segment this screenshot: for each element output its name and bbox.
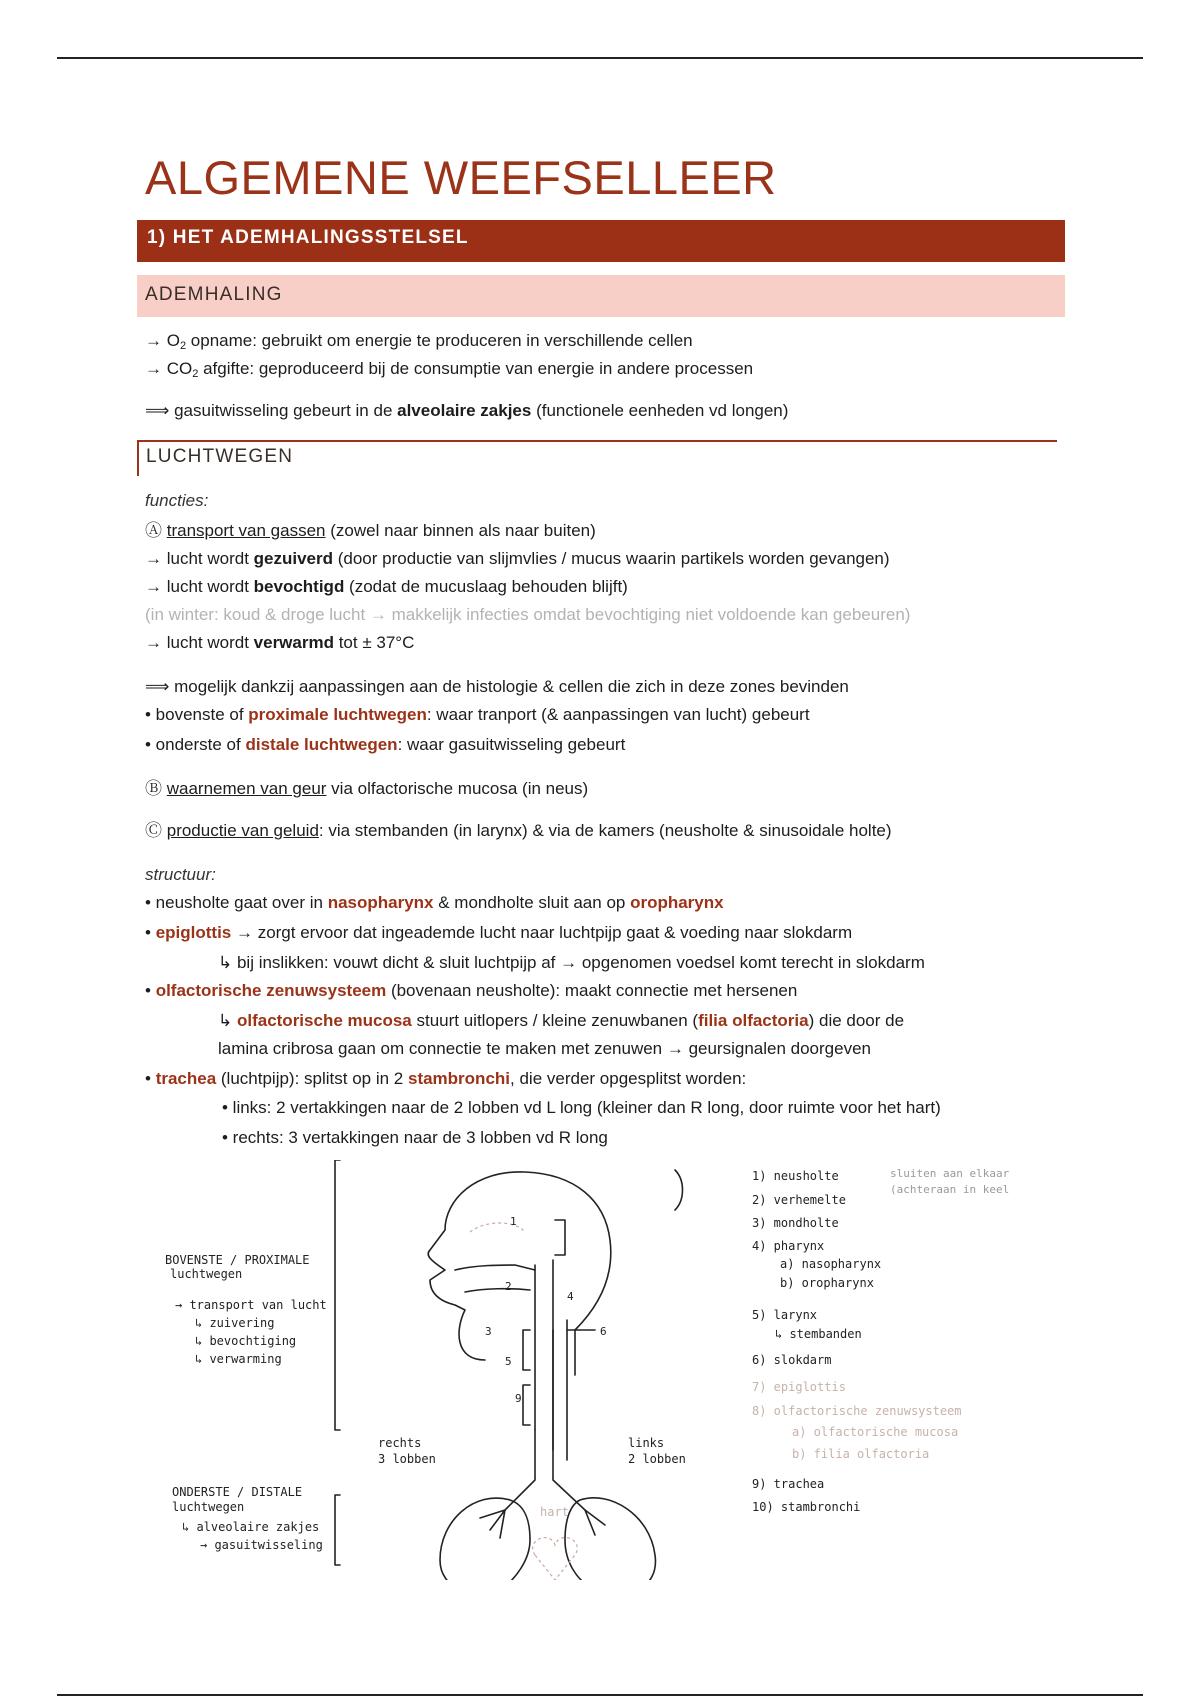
sketch-upper-item-4: ↳ verwarming [195, 1352, 282, 1366]
function-a: Ⓐ transport van gassen (zowel naar binnen als naar buiten) [145, 521, 596, 540]
verwarmd-line: → lucht wordt verwarmd tot ± 37°C [145, 633, 415, 652]
structure-olfactory: • olfactorische zenuwsysteem (bovenaan neusholte): maakt connectie met hersenen [145, 981, 798, 1000]
legend-5a: ↳ stembanden [775, 1327, 862, 1341]
structure-trachea: • trachea (luchtpijp): splitst op in 2 stambronchi, die verder opgesplitst worden: [145, 1069, 747, 1088]
sketch-upper-item-2: ↳ zuivering [195, 1316, 275, 1330]
gas-exchange-line: ⟹ gasuitwisseling gebeurt in de alveolaire zakjes (functionele eenheden vd longen) [145, 401, 789, 420]
structure-nasopharynx: • neusholte gaat over in nasopharynx & mondholte sluit aan op oropharynx [145, 893, 724, 912]
legend-3: 3) mondholte [752, 1216, 839, 1230]
trachea-rechts: • rechts: 3 vertakkingen naar de 3 lobben vd R long [222, 1128, 608, 1147]
legend-7: 7) epiglottis [752, 1380, 846, 1394]
head-outline [428, 1172, 611, 1375]
mogelijk-line: ⟹ mogelijk dankzij aanpassingen aan de histologie & cellen die zich in deze zones bevinden [145, 677, 849, 696]
subsection-heading-ademhaling: ADEMHALING [137, 275, 1065, 317]
legend-2: 2) verhemelte [752, 1193, 846, 1207]
svg-text:5: 5 [505, 1355, 512, 1368]
sketch-lower-item-2: → gasuitwisseling [200, 1538, 323, 1552]
sketch-upper-title-1: BOVENSTE / PROXIMALE [165, 1253, 310, 1267]
right-bronchus [585, 1510, 605, 1535]
bracket-lower [335, 1495, 340, 1565]
bevochtigd-line: → lucht wordt bevochtigd (zodat de mucuslaag behouden blijft) [145, 577, 628, 596]
winter-note: (in winter: koud & droge lucht → makkelijk infecties omdat bevochtiging niet voldoende kan gebeuren) [145, 605, 911, 624]
section-heading: 1) HET ADEMHALINGSSTELSEL [137, 220, 1065, 262]
bottom-rule [57, 1694, 1143, 1696]
legend-note-2: (achteraan in keel [890, 1183, 1010, 1196]
palate [465, 1289, 530, 1292]
o2-line: → $O_2$ opname: gebruikt om energie te produceren in verschillende cellen [145, 331, 693, 352]
legend-9: 9) trachea [752, 1477, 825, 1491]
svg-text:9: 9 [515, 1392, 522, 1405]
left-bronchus [480, 1510, 505, 1538]
legend-6: 6) slokdarm [752, 1353, 832, 1367]
structuur-label: structuur: [145, 865, 216, 884]
heart-outline [533, 1538, 578, 1580]
sketch-lower-title-2: luchtwegen [172, 1500, 245, 1514]
legend-8: 8) olfactorische zenuwsysteem [752, 1404, 962, 1418]
legend-4a: a) nasopharynx [780, 1257, 882, 1271]
legend-8b: b) filia olfactoria [792, 1447, 930, 1461]
bracket-upper [335, 1160, 340, 1430]
olfactory-region [470, 1223, 525, 1232]
legend-8a: a) olfactorische mucosa [792, 1425, 959, 1439]
function-b: Ⓑ waarnemen van geur via olfactorische mucosa (in neus) [145, 779, 589, 798]
legend-1: 1) neusholte [752, 1169, 839, 1183]
legend-brace [675, 1170, 683, 1210]
svg-text:1: 1 [510, 1215, 517, 1228]
svg-text:2: 2 [505, 1280, 512, 1293]
sketch-lower-item-1: ↳ alveolaire zakjes [182, 1520, 320, 1534]
sketch-heart-label: hart [540, 1505, 569, 1519]
olfactory-sub-2: lamina cribrosa gaan om connectie te maken met zenuwen → geursignalen doorgeven [218, 1039, 871, 1058]
gezuiverd-line: → lucht wordt gezuiverd (door productie van slijmvlies / mucus waarin partikels worden gevangen) [145, 549, 890, 568]
distal-airways: • onderste of distale luchtwegen: waar gasuitwisseling gebeurt [145, 735, 626, 754]
legend-4b: b) oropharynx [780, 1276, 874, 1290]
respiratory-sketch [155, 1160, 1055, 1580]
sketch-rechts-1: rechts [378, 1436, 422, 1450]
functies-label: functies: [145, 491, 209, 510]
sketch-lower-title-1: ONDERSTE / DISTALE [172, 1485, 303, 1499]
trachea [505, 1430, 585, 1510]
legend-4: 4) pharynx [752, 1239, 825, 1253]
olfactory-sub: ↳ olfactorische mucosa stuurt uitlopers / kleine zenuwbanen (filia olfactoria) die door de [218, 1011, 905, 1030]
sketch-upper-title-2: luchtwegen [170, 1267, 243, 1281]
structure-epiglottis: • epiglottis → zorgt ervoor dat ingeademde lucht naar luchtpijp gaat & voeding naar slokdarm [145, 923, 853, 942]
svg-text:6: 6 [600, 1325, 607, 1338]
sketch-rechts-2: 3 lobben [378, 1452, 436, 1466]
top-rule [57, 57, 1143, 59]
legend-note-1: sluiten aan elkaar [890, 1167, 1010, 1180]
svg-text:3: 3 [485, 1325, 492, 1338]
sketch-links-2: 2 lobben [628, 1452, 686, 1466]
legend-10: 10) stambronchi [752, 1500, 861, 1514]
right-lung [440, 1498, 530, 1580]
nasal-cavity [455, 1265, 535, 1270]
trachea-links: • links: 2 vertakkingen naar de 2 lobben vd L long (kleiner dan R long, door ruimte voor het hart) [222, 1098, 941, 1117]
oesophagus [553, 1320, 567, 1460]
legend-5: 5) larynx [752, 1308, 818, 1322]
sketch-upper-item-3: ↳ bevochtiging [195, 1334, 297, 1348]
epiglottis-sub: ↳ bij inslikken: vouwt dicht & sluit luchtpijp af → opgenomen voedsel komt terecht in slokdarm [218, 953, 925, 972]
document-title: ALGEMENE WEEFSELLEER [145, 151, 777, 204]
subsection-heading-luchtwegen: LUCHTWEGEN [137, 440, 1057, 476]
sketch-upper-item-1: → transport van lucht [175, 1298, 327, 1312]
proximal-airways: • bovenste of proximale luchtwegen: waar tranport (& aanpassingen van lucht) gebeurt [145, 705, 810, 724]
pharynx [535, 1260, 553, 1430]
function-c: Ⓒ productie van geluid: via stembanden (in larynx) & via de kamers (neusholte & sinusoidale holte) [145, 821, 892, 840]
co2-line: → $CO_2$ afgifte: geproduceerd bij de consumptie van energie in andere processen [145, 359, 754, 380]
left-lung [565, 1498, 655, 1580]
svg-text:4: 4 [567, 1290, 574, 1303]
sketch-links-1: links [628, 1436, 665, 1450]
